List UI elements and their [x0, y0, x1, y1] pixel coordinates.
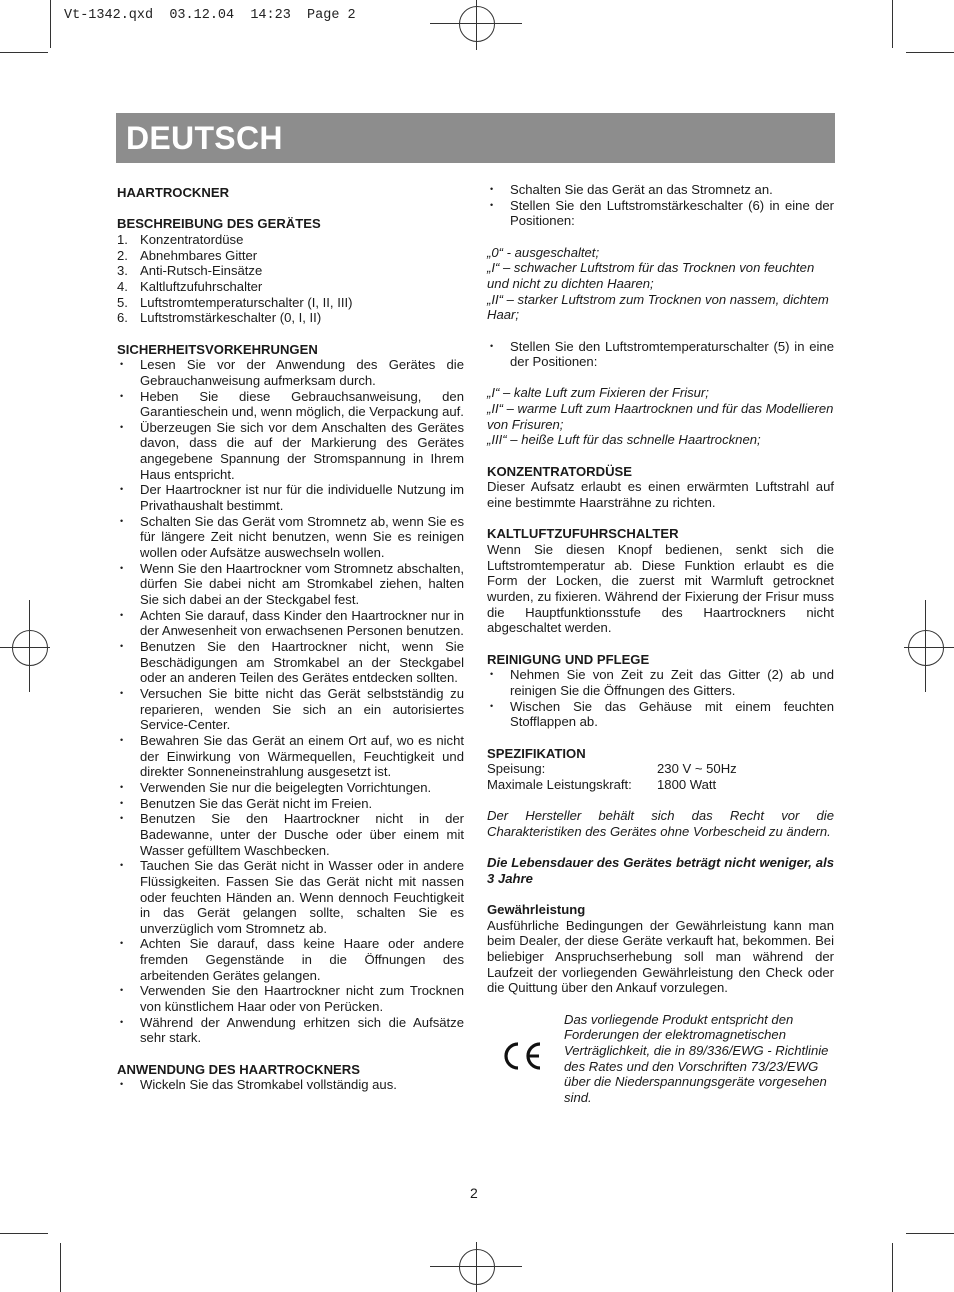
safety-list	[117, 357, 464, 1046]
list-item: • Bewahren Sie das Gerät an einem Ort auf, wo es nicht der Einwirkung von Wärmequellen, Feuchtigkeit und direkter Sonneneinstrahlung ausgesetzt ist.	[117, 733, 464, 780]
list-item: 5. Luftstromtemperaturschalter (I, II, III)	[117, 294, 353, 310]
speed-position: „I“ – schwacher Luftstrom für das Trocknen von feuchten und nicht zu dichten Haaren;	[487, 260, 815, 291]
list-item: • Während der Anwendung erhitzen sich die Aufsätze sehr stark.	[117, 1015, 464, 1046]
list-item: • Benutzen Sie das Gerät nicht im Freien.	[117, 796, 464, 812]
temperature-position: „II“ – warme Luft zum Haartrocknen und für das Modellieren von Frisuren;	[487, 401, 834, 432]
ce-mark-icon	[501, 1040, 545, 1072]
list-item: 6. Luftstromstärkeschalter (0, I, II)	[117, 310, 322, 326]
list-item: • Benutzen Sie den Haartrockner nicht in der Badewanne, unter der Dusche oder über einem mit Wasser gefülltem Waschbecken.	[117, 811, 464, 858]
list-item: • Schalten Sie das Gerät an das Stromnetz an.	[487, 182, 834, 198]
temperature-position: „I“ – kalte Luft zum Fixieren der Frisur;	[487, 385, 709, 401]
concentrator-heading: KONZENTRATORDÜSE	[487, 463, 633, 479]
lifetime-note: Die Lebensdauer des Gerätes beträgt nicht weniger, als 3 Jahre	[487, 855, 834, 886]
list-item: • Tauchen Sie das Gerät nicht in Wasser oder in andere Flüssigkeiten. Fassen Sie das Gerät nicht mit nassen oder feuchten Händen an. Wenn dennoch Feuchtigkeit in das Gerät gelangen sollte, schalten Sie es unverzüglich vom Stromnetz ab.	[117, 858, 464, 936]
page-title: DEUTSCH	[126, 120, 283, 156]
list-item: • Der Haartrockner ist nur für die individuelle Nutzung im Privathaushalt bestimmt.	[117, 482, 464, 513]
list-item: • Schalten Sie das Gerät vom Stromnetz ab, wenn Sie es für längere Zeit nicht benutzen, wenn Sie es reinigen wollen oder Aufsätze auswechseln wollen.	[117, 514, 464, 561]
list-item: • Achten Sie darauf, dass keine Haare oder andere fremden Gegenstände in die Öffnungen des arbeitenden Gerätes gelangen.	[117, 936, 464, 983]
list-item: • Wenn Sie den Haartrockner vom Stromnetz abschalten, dürfen Sie dabei nicht am Stromkabel ziehen, halten Sie sich dabei an der Steckgabel fest.	[117, 561, 464, 608]
list-item: • Verwenden Sie nur die beigelegten Vorrichtungen.	[117, 780, 464, 796]
list-item: • Stellen Sie den Luftstromtemperaturschalter (5) in eine der Positionen:	[487, 339, 834, 370]
list-item: • Versuchen Sie bitte nicht das Gerät selbstständig zu reparieren, wenden Sie sich an ein autorisiertes Service-Center.	[117, 686, 464, 733]
left-column	[117, 185, 464, 1093]
specification-heading: SPEZIFIKATION	[487, 745, 586, 761]
list-item: • Verwenden Sie den Haartrockner nicht zum Trocknen von künstlichem Haar oder von Perücken.	[117, 983, 464, 1014]
description-heading: BESCHREIBUNG DES GERÄTES	[117, 216, 321, 232]
cold-air-heading: KALTLUFTZUFUHRSCHALTER	[487, 526, 679, 542]
page-number: 2	[470, 1185, 478, 1201]
file-header-line: Vt-1342.qxd 03.12.04 14:23 Page 2	[64, 8, 356, 23]
spec-row: Speisung: 230 V ~ 50Hz	[487, 761, 737, 777]
parts-list	[117, 232, 464, 326]
list-item: 4. Kaltluftzufuhrschalter	[117, 278, 263, 294]
speed-position: „0“ - ausgeschaltet;	[487, 244, 600, 260]
manufacturer-note: Der Hersteller behält sich das Recht vor die Charakteristiken des Gerätes ohne Vorbescheid zu ändern.	[487, 808, 834, 839]
list-item: • Wischen Sie das Gehäuse mit einem feuchten Stofflappen ab.	[487, 699, 834, 730]
list-item: 3. Anti-Rutsch-Einsätze	[117, 263, 263, 279]
warranty-heading: Gewährleistung	[487, 902, 586, 918]
list-item: 2. Abnehmbares Gitter	[117, 247, 258, 263]
list-item: • Nehmen Sie von Zeit zu Zeit das Gitter (2) ab und reinigen Sie die Öffnungen des Gitters.	[487, 667, 834, 698]
language-banner	[116, 113, 835, 163]
cold-air-text: Wenn Sie diesen Knopf bedienen, senkt sich die Luftstromtemperatur ab. Diese Funktion erlaubt es die Form der Locken, die zuerst mit Warmluft getrocknet wurden, zu fixieren. Während der Fixierung der Frisur muss die Hauptfunktionsstufe des Haartrockners nicht abgeschaltet werden.	[487, 542, 834, 636]
list-item: • Wickeln Sie das Stromkabel vollständig aus.	[117, 1077, 464, 1093]
list-item: • Stellen Sie den Luftstromstärkeschalter (6) in eine der Positionen:	[487, 198, 834, 229]
list-item: • Lesen Sie vor der Anwendung des Gerätes die Gebrauchanweisung aufmerksam durch.	[117, 357, 464, 388]
spec-row: Maximale Leistungskraft: 1800 Watt	[487, 776, 717, 792]
safety-heading: SICHERHEITSVORKEHRUNGEN	[117, 341, 318, 357]
warranty-text: Ausführliche Bedingungen der Gewährleistung kann man beim Dealer, der diese Geräte verkauft hat, bekommen. Bei beliebiger Anspruchserhebung soll man während der Laufzeit der vorliegenden Gewährleistung den Check oder die Quittung über den Ankauf vorzulegen.	[487, 917, 834, 996]
list-item: • Überzeugen Sie sich vor dem Anschalten des Gerätes davon, dass die auf der Markierung des Gerätes angegebene Spannung der Stromspannung in Ihrem Haus entspricht.	[117, 420, 464, 483]
temperature-position: „III“ – heiße Luft für das schnelle Haartrocknen;	[487, 432, 761, 448]
list-item: • Benutzen Sie den Haartrockner nicht, wenn Sie Beschädigungen am Stromkabel an der Steckgabel oder an anderen Teilen des Gerätes entdecken sollten.	[117, 639, 464, 686]
list-item: • Heben Sie diese Gebrauchsanweisung, den Garantieschein und, wenn möglich, die Verpackung auf.	[117, 389, 464, 420]
list-item: 1. Konzentratordüse	[117, 231, 244, 247]
list-item: • Achten Sie darauf, dass Kinder den Haartrockner nur in der Anwesenheit von erwachsenen Personen benutzen.	[117, 608, 464, 639]
speed-position: „II“ – starker Luftstrom zum Trocknen von nassem, dichtem Haar;	[487, 291, 829, 323]
cleaning-heading: REINIGUNG UND PFLEGE	[487, 651, 650, 667]
product-heading: HAARTROCKNER	[117, 185, 230, 200]
right-column	[487, 182, 834, 1106]
ce-declaration	[487, 1012, 834, 1106]
ce-text: Das vorliegende Produkt entspricht den Forderungen der elektromagnetischen Verträglichkeit, die in 89/336/EWG - Richtlinie des Rates und den Vorschriften 73/23/EWG über die Niederspannungsgeräte vorgesehen sind.	[564, 1011, 829, 1105]
usage-heading: ANWENDUNG DES HAARTROCKNERS	[117, 1061, 360, 1077]
concentrator-text: Dieser Aufsatz erlaubt es einen erwärmten Luftstrahl auf eine bestimmte Haarsträhne zu richten.	[487, 479, 834, 511]
